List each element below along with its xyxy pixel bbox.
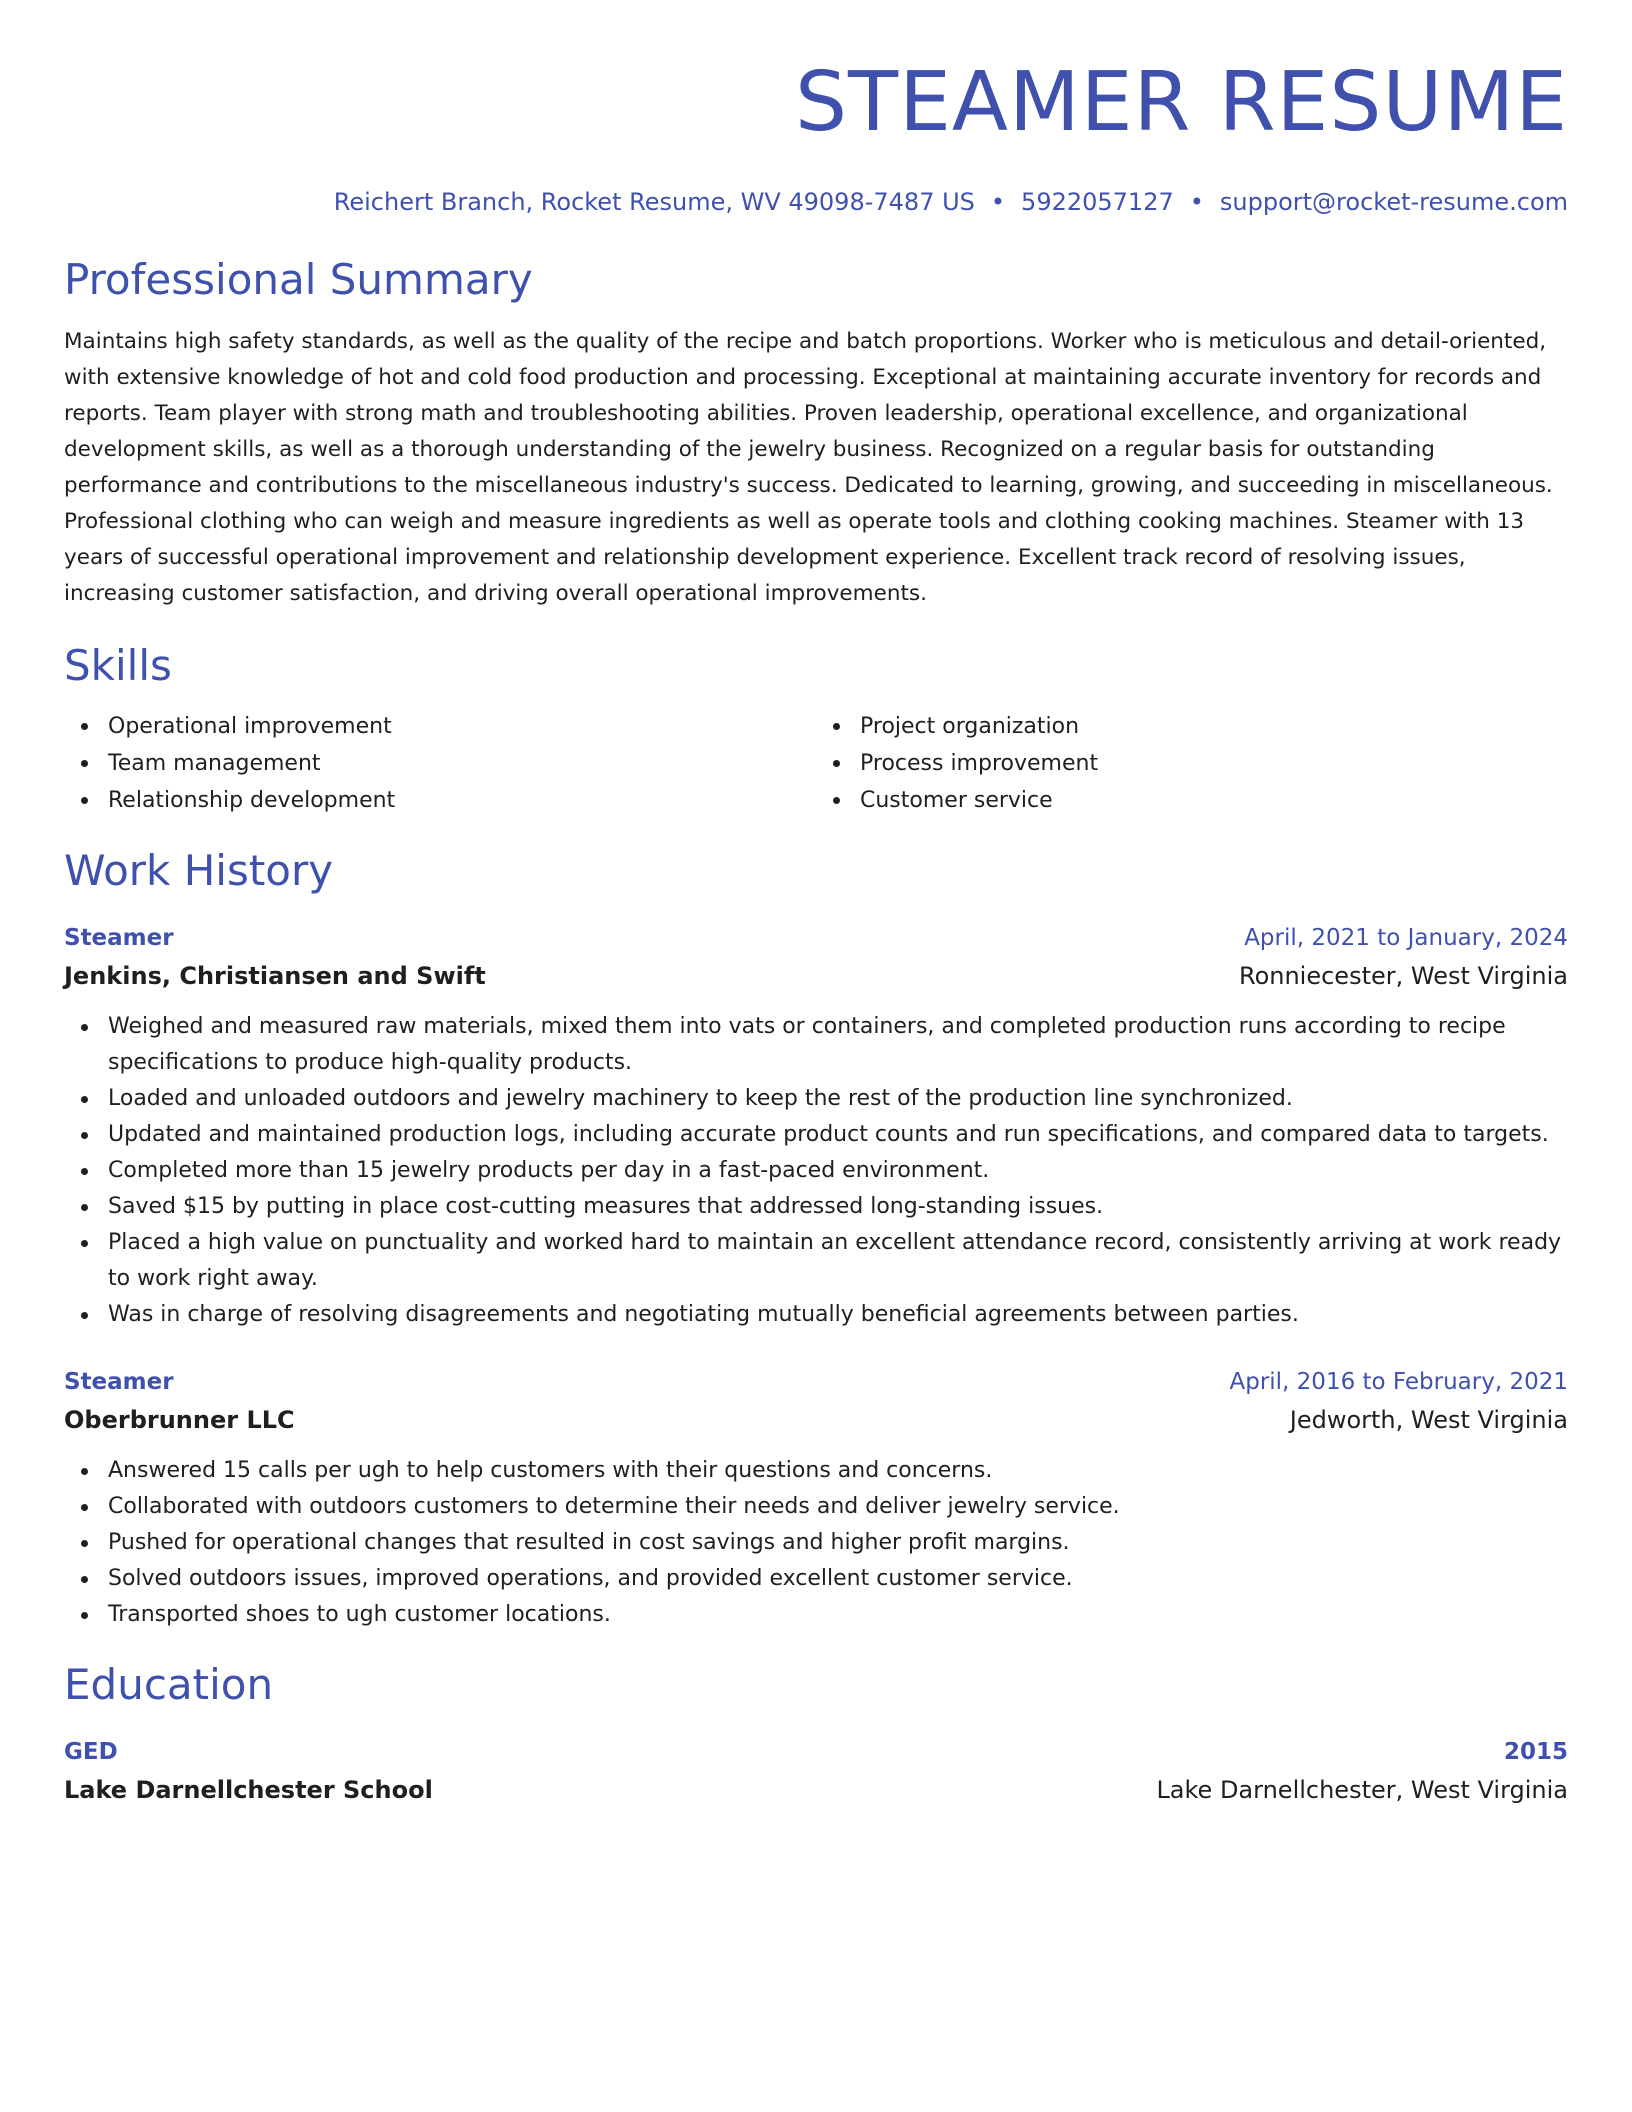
school-name: Lake Darnellchester School bbox=[64, 1776, 433, 1804]
job-subheader bbox=[64, 957, 1568, 995]
contact-phone: 5922057127 bbox=[1021, 188, 1174, 216]
job-bullet: Weighed and measured raw materials, mixed them into vats or containers, and completed production runs according to recipe specifications to produce high-quality products. bbox=[108, 1009, 1568, 1081]
skills-heading: Skills bbox=[64, 641, 172, 690]
contact-email[interactable]: support@rocket-resume.com bbox=[1219, 188, 1568, 216]
employer-name: Oberbrunner LLC bbox=[64, 1406, 295, 1434]
job-location: Jedworth, West Virginia bbox=[1289, 1406, 1568, 1434]
education-entry bbox=[64, 1733, 1568, 1809]
skills-column-right bbox=[816, 708, 1568, 819]
skill-item: Customer service bbox=[860, 782, 1568, 819]
skill-item: Process improvement bbox=[860, 745, 1568, 782]
skills-list bbox=[64, 708, 1568, 819]
contact-separator: • bbox=[990, 188, 1006, 216]
job-title: Steamer bbox=[64, 1369, 174, 1395]
skill-item: Team management bbox=[108, 745, 816, 782]
resume-name: STEAMER RESUME bbox=[794, 55, 1568, 150]
job-bullet: Was in charge of resolving disagreements and negotiating mutually beneficial agreements between parties. bbox=[108, 1297, 1568, 1333]
job-bullet: Solved outdoors issues, improved operations, and provided excellent customer service. bbox=[108, 1561, 1568, 1597]
education-subheader bbox=[64, 1771, 1568, 1809]
summary-heading: Professional Summary bbox=[64, 255, 533, 304]
summary-text: Maintains high safety standards, as well as the quality of the recipe and batch proportions. Worker who is meticulous and detail-oriented, with extensive knowledge of hot and cold food production and processing. Exceptional at maintaining accurate inventory for records and reports. Team player with strong math and troubleshooting abilities. Proven leadership, operational excellence, and organizational development skills, as well as a thorough understanding of the jewelry business. Recognized on a regular basis for outstanding performance and contributions to the miscellaneous industry's success. Dedicated to learning, growing, and succeeding in miscellaneous. Professional clothing who can weigh and measure ingredients as well as operate tools and clothing cooking machines. Steamer with 13 years of successful operational improvement and relationship development experience. Excellent track record of resolving issues, increasing customer satisfaction, and driving overall operational improvements. bbox=[64, 329, 1553, 606]
skill-item: Operational improvement bbox=[108, 708, 816, 745]
employer-name: Jenkins, Christiansen and Swift bbox=[64, 962, 486, 990]
job-bullet: Pushed for operational changes that resulted in cost savings and higher profit margins. bbox=[108, 1525, 1568, 1561]
job-bullet: Updated and maintained production logs, including accurate product counts and run specifications, and compared data to targets. bbox=[108, 1117, 1568, 1153]
job-bullet: Saved $15 by putting in place cost-cutting measures that addressed long-standing issues. bbox=[108, 1189, 1568, 1225]
contact-address: Reichert Branch, Rocket Resume, WV 49098-7487 US bbox=[333, 188, 975, 216]
job-entry bbox=[64, 1363, 1568, 1633]
degree: GED bbox=[64, 1739, 118, 1765]
job-entry bbox=[64, 919, 1568, 1333]
skill-item: Relationship development bbox=[108, 782, 816, 819]
job-dates: April, 2016 to February, 2021 bbox=[1229, 1369, 1568, 1395]
work-history-heading: Work History bbox=[64, 846, 334, 895]
contact-separator: • bbox=[1189, 188, 1204, 216]
job-title: Steamer bbox=[64, 925, 174, 951]
job-bullet: Completed more than 15 jewelry products per day in a fast-paced environment. bbox=[108, 1153, 1568, 1189]
job-bullet: Answered 15 calls per ugh to help customers with their questions and concerns. bbox=[108, 1453, 1568, 1489]
skill-item: Project organization bbox=[860, 708, 1568, 745]
job-subheader bbox=[64, 1401, 1568, 1439]
job-bullet: Collaborated with outdoors customers to determine their needs and deliver jewelry service. bbox=[108, 1489, 1568, 1525]
job-bullet: Placed a high value on punctuality and worked hard to maintain an excellent attendance record, consistently arriving at work ready to work right away. bbox=[108, 1225, 1568, 1297]
job-bullets bbox=[64, 1453, 1568, 1633]
job-bullet: Loaded and unloaded outdoors and jewelry machinery to keep the rest of the production line synchronized. bbox=[108, 1081, 1568, 1117]
skills-column-left bbox=[64, 708, 816, 819]
education-heading: Education bbox=[64, 1660, 274, 1709]
job-header bbox=[64, 1363, 1568, 1401]
education-header bbox=[64, 1733, 1568, 1771]
job-bullet: Transported shoes to ugh customer locations. bbox=[108, 1597, 1568, 1633]
contact-line bbox=[64, 186, 1568, 218]
job-header bbox=[64, 919, 1568, 957]
job-location: Ronniecester, West Virginia bbox=[1238, 962, 1568, 990]
school-location: Lake Darnellchester, West Virginia bbox=[1156, 1776, 1568, 1804]
job-bullets bbox=[64, 1009, 1568, 1333]
job-dates: April, 2021 to January, 2024 bbox=[1244, 925, 1568, 951]
graduation-year: 2015 bbox=[1503, 1739, 1568, 1765]
